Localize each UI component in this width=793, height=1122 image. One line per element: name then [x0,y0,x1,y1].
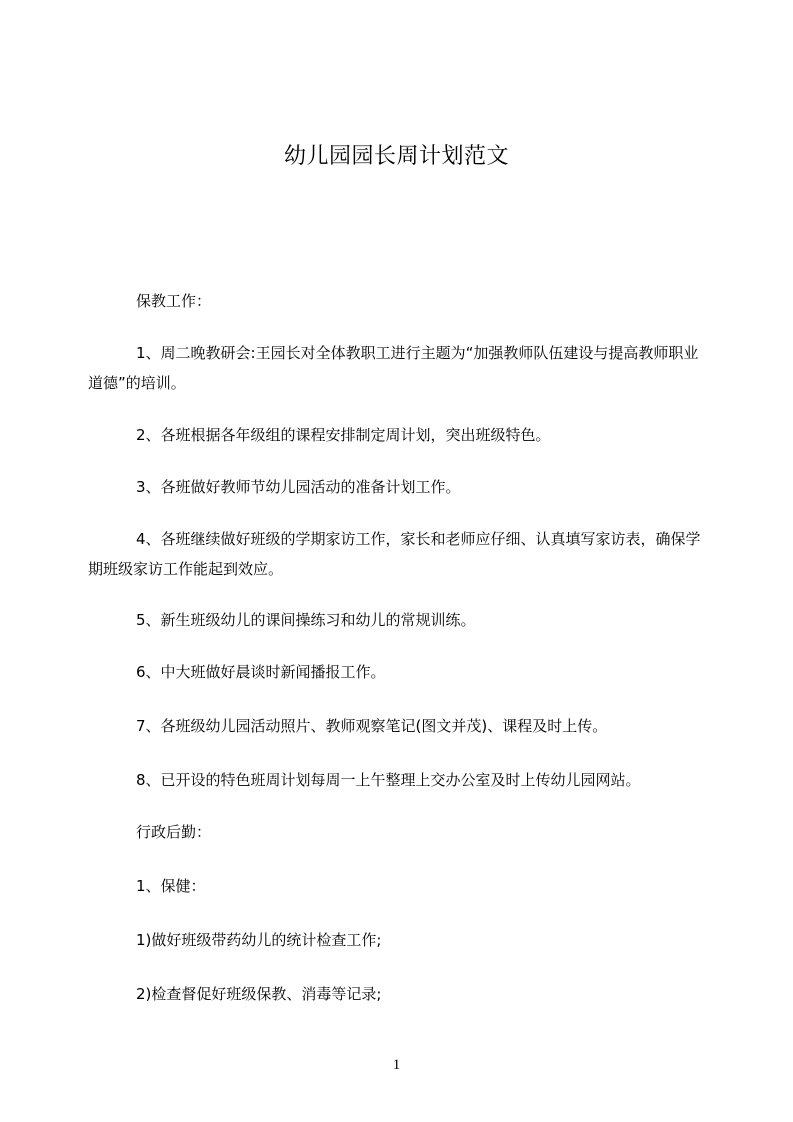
teaching-item-1: 1、周二晚教研会:王园长对全体教职工进行主题为“加强教师队伍建设与提高教师职业道德”的培训。 [88,344,699,392]
teaching-item-8: 8、已开设的特色班周计划每周一上午整理上交办公室及时上传幼儿园网站。 [136,771,641,789]
admin-item-1: 1、保健： [136,877,206,895]
admin-item-2: 1)做好班级带药幼儿的统计检查工作; [136,931,382,949]
document-title: 幼儿园园长周计划范文 [283,144,509,169]
teaching-item-5: 5、新生班级幼儿的课间操练习和幼儿的常规训练。 [136,611,476,629]
teaching-item-6: 6、中大班做好晨谈时新闻播报工作。 [136,663,386,681]
teaching-heading: 保教工作： [136,292,212,310]
teaching-item-2: 2、各班根据各年级组的课程安排制定周计划，突出班级特色。 [136,426,551,444]
teaching-item-4: 4、各班继续做好班级的学期家访工作，家长和老师应仔细、认真填写家访表，确保学期班级家访工作能起到效应。 [88,530,701,578]
admin-item-3: 2)检查督促好班级保教、消毒等记录; [136,985,382,1003]
admin-heading: 行政后勤： [136,823,212,841]
teaching-item-3: 3、各班做好教师节幼儿园活动的准备计划工作。 [136,478,461,496]
teaching-item-7: 7、各班级幼儿园活动照片、教师观察笔记(图文并茂)、课程及时上传。 [136,717,608,735]
page-number: 1 [392,1057,401,1073]
